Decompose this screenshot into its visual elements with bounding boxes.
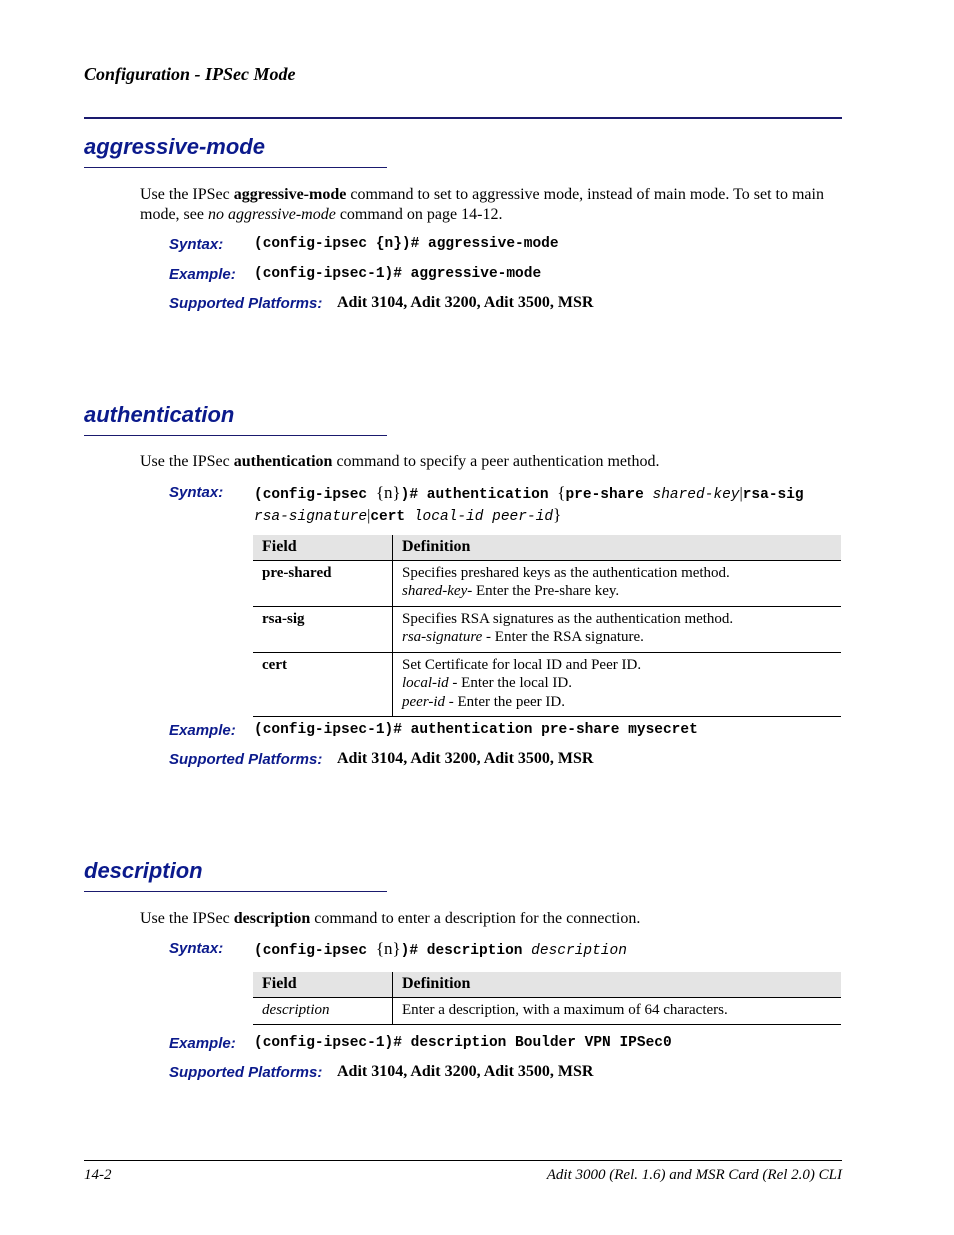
section-description: Use the IPSec authentication command to specify a peer authentication method. [140, 453, 660, 470]
platforms-list: Adit 3104, Adit 3200, Adit 3500, MSR [337, 1063, 594, 1080]
command-name: aggressive-mode [233, 186, 347, 203]
definition-cell: Enter a description, with a maximum of 64 characters. [393, 997, 842, 1025]
section-rule [84, 435, 387, 436]
field-cell: cert [253, 652, 393, 717]
syntax-label: Syntax: [169, 940, 224, 957]
column-header: Definition [393, 972, 842, 997]
platforms-label: Supported Platforms: [169, 295, 323, 312]
section-title-authentication: authentication [84, 402, 235, 427]
syntax-code: (config-ipsec {n})# description description [254, 939, 627, 959]
header-rule [84, 117, 842, 119]
section-title-aggressive-mode: aggressive-mode [84, 134, 265, 159]
section-title-description: description [84, 858, 203, 883]
example-code: (config-ipsec-1)# authentication pre-share mysecret [254, 722, 698, 738]
example-code: (config-ipsec-1)# description Boulder VPN IPSec0 [254, 1035, 672, 1051]
section-description: Use the IPSec description command to enter a description for the connection. [140, 910, 641, 927]
example-code: (config-ipsec-1)# aggressive-mode [254, 266, 542, 282]
field-cell: pre-shared [253, 560, 393, 606]
table-header-row [253, 972, 841, 997]
platforms-list: Adit 3104, Adit 3200, Adit 3500, MSR [337, 294, 594, 311]
definition-cell: Specifies RSA signatures as the authentication method. rsa-signature - Enter the RSA signature. [393, 606, 842, 652]
command-name: description [233, 910, 311, 927]
syntax-label: Syntax: [169, 484, 224, 501]
definition-cell: Specifies preshared keys as the authentication method. shared-key- Enter the Pre-share key. [393, 560, 842, 606]
table-row [253, 652, 841, 717]
table-row [253, 997, 841, 1025]
syntax-code: (config-ipsec {n})# aggressive-mode [254, 236, 559, 252]
cross-reference: no aggressive-mode [207, 206, 336, 223]
command-name: authentication [233, 453, 333, 470]
platforms-label: Supported Platforms: [169, 751, 323, 768]
field-cell: description [253, 997, 393, 1025]
page-number: 14-2 [84, 1167, 112, 1183]
table-row [253, 560, 841, 606]
platforms-label: Supported Platforms: [169, 1064, 323, 1081]
column-header: Field [253, 535, 393, 560]
platforms-list: Adit 3104, Adit 3200, Adit 3500, MSR [337, 750, 594, 767]
section-description: Use the IPSec aggressive-mode command to set to aggressive mode, instead of main mode. To set to main mode, see no aggressive-mode command on page 14-12. [140, 186, 824, 223]
example-label: Example: [169, 1035, 236, 1052]
footer-rule [84, 1160, 842, 1161]
definition-cell: Set Certificate for local ID and Peer ID. local-id - Enter the local ID. peer-id - Enter the peer ID. [393, 652, 842, 717]
example-label: Example: [169, 722, 236, 739]
table-header-row [253, 535, 841, 560]
syntax-label: Syntax: [169, 236, 224, 253]
running-header: Configuration - IPSec Mode [84, 64, 296, 84]
field-definition-table [253, 972, 841, 1025]
section-rule [84, 891, 387, 892]
section-rule [84, 167, 387, 168]
example-label: Example: [169, 266, 236, 283]
column-header: Definition [393, 535, 842, 560]
document-title: Adit 3000 (Rel. 1.6) and MSR Card (Rel 2.0) CLI [546, 1167, 842, 1183]
field-definition-table [253, 535, 841, 717]
syntax-code: (config-ipsec {n})# authentication {pre-share shared-key|rsa-sig rsa-signature|cert local-id peer-id} [254, 483, 804, 525]
column-header: Field [253, 972, 393, 997]
field-cell: rsa-sig [253, 606, 393, 652]
table-row [253, 606, 841, 652]
